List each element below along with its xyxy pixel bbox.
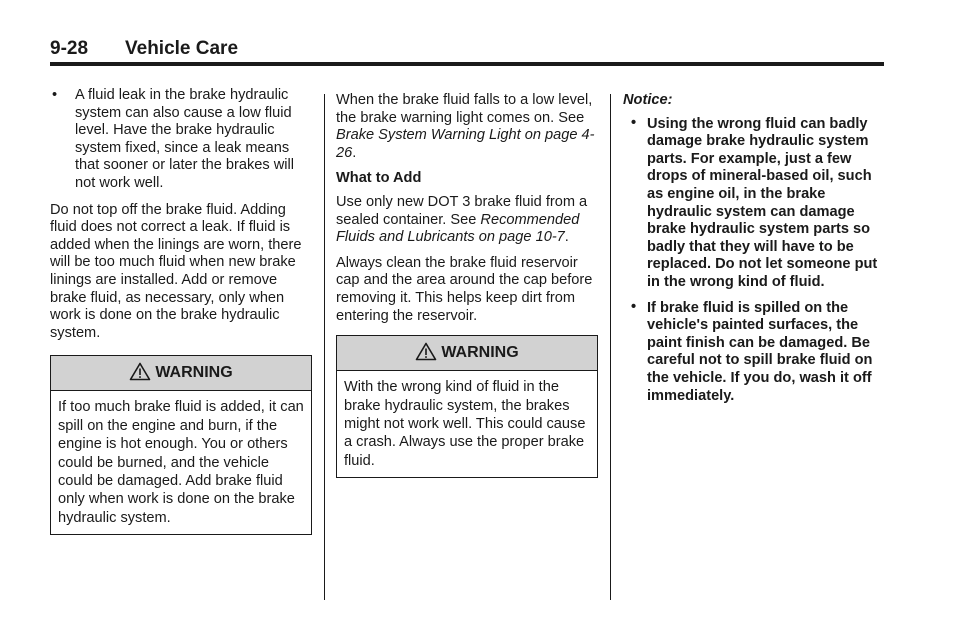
column-divider-1: [324, 94, 325, 600]
list-item: [50, 87, 312, 193]
bullet-mark: •: [52, 87, 58, 103]
warning-box: [50, 355, 312, 535]
warning-title: WARNING: [441, 344, 519, 362]
column-1: [50, 87, 312, 535]
column-divider-2: [610, 94, 611, 600]
warning-header: [337, 336, 597, 371]
warning-title: WARNING: [155, 364, 233, 382]
list-item: [623, 300, 885, 406]
page-header: [50, 38, 238, 60]
notice-label: Notice:: [623, 92, 673, 108]
paragraph-top-off: Do not top off the brake fluid. Adding fluid does not correct a leak. If fluid is added when the linings are worn, there will be too much fluid when new brake linings are installed. Add or remove brake fluid, as necessary, only when work is done on the brake hydraulic system.: [50, 201, 302, 341]
bullet-mark: •: [631, 114, 637, 131]
page-number: 9-28: [50, 38, 89, 59]
warning-triangle-icon: [415, 342, 437, 361]
paragraph-text: Use only new DOT 3 brake fluid from a sealed container. See: [336, 193, 588, 228]
header-rule: [50, 62, 884, 66]
subheading-what-to-add: What to Add: [336, 170, 422, 187]
cross-reference: Brake System Warning Light on page 4-26: [336, 127, 595, 161]
notice-text: If brake fluid is spilled on the vehicle's painted surfaces, the paint finish can be damaged. Be careful not to spill brake fluid on the vehicle. If you do, wash it off immediately.: [647, 299, 873, 404]
warning-text: With the wrong kind of fluid in the brake hydraulic system, the brakes might not work well. This could cause a crash. Always use the proper brake fluid.: [344, 379, 586, 469]
warning-box: [336, 335, 598, 478]
bullet-mark: •: [631, 298, 637, 315]
bullet-text: A fluid leak in the brake hydraulic system can also cause a low fluid level. Have the brake hydraulic system fixed, since a leak means that sooner or later the brakes will not work well.: [75, 87, 295, 191]
paragraph-end: .: [564, 229, 569, 246]
warning-text: If too much brake fluid is added, it can spill on the engine and burn, if the engine is hot enough. You or others could be burned, and the vehicle could be damaged. Add brake fluid only when work is done on the brake hydraulic system.: [58, 399, 304, 526]
paragraph-clean-cap: Always clean the brake fluid reservoir cap and the area around the cap before removing it. This helps keep dirt from entering the reservoir.: [336, 254, 593, 324]
cross-reference: Recommended Fluids and Lubricants on page 10-7: [336, 211, 580, 246]
column-3: [623, 92, 885, 413]
warning-triangle-icon: [129, 362, 151, 381]
section-title: Vehicle Care: [125, 38, 239, 59]
column-2: [336, 92, 598, 478]
paragraph-end: .: [352, 144, 357, 161]
paragraph-dot3: [336, 194, 598, 247]
paragraph-warning-light: [336, 92, 598, 162]
warning-header: [51, 356, 311, 391]
notice-text: Using the wrong fluid can badly damage brake hydraulic system parts. For example, just a few drops of mineral-based oil, such as engine oil, in the brake hydraulic system can damage brake hydraulic system parts so badly that they will have to be replaced. Do not let someone put in the wrong kind of fluid.: [647, 115, 878, 290]
list-item: [623, 116, 885, 292]
paragraph-text: When the brake fluid falls to a low level, the brake warning light comes on. See: [336, 92, 593, 126]
